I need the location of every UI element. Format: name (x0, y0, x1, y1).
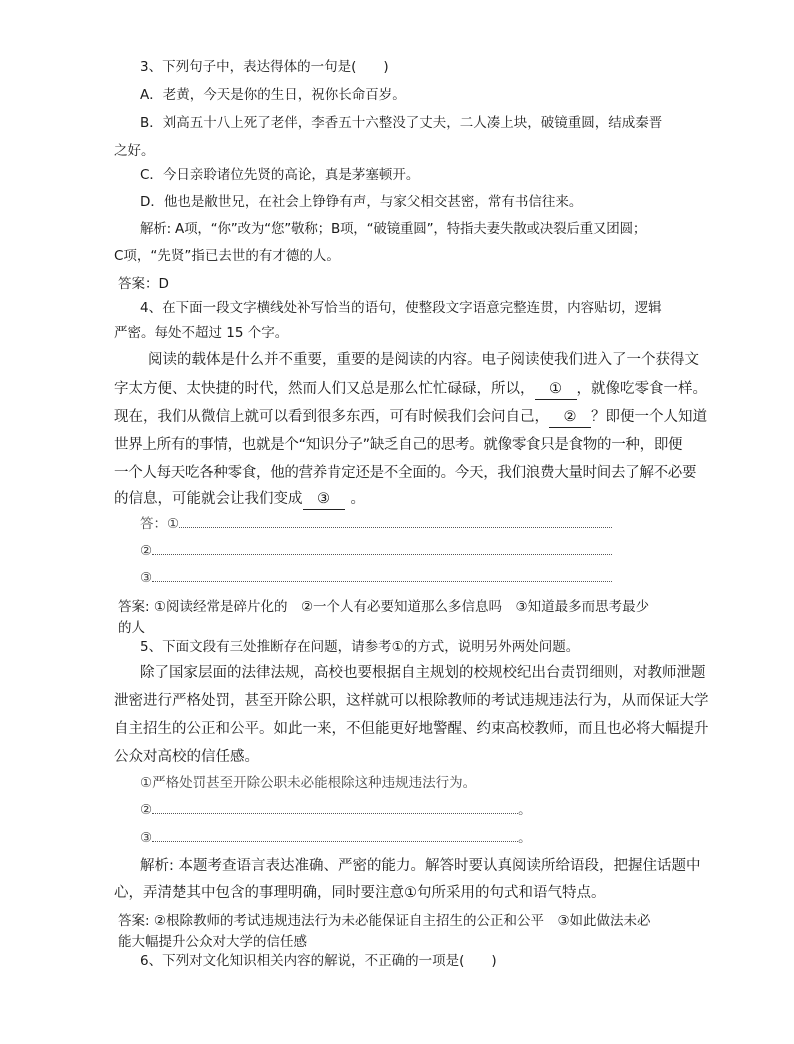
q5-passage-line1: 除了国家层面的法律法规，高校也要根据自主规划的校规校纪出台责罚细则，对教师泄题 (140, 665, 706, 681)
q4-passage-line3-b: ？即便一个人知道 (591, 409, 707, 425)
q5-answer-mark-3: ③ (140, 830, 153, 846)
q4-stem: 4、在下面一段文字横线处补写恰当的语句，使整段文字语意完整连贯，内容贴切，逻辑 (140, 300, 662, 316)
q4-answer: 答案: ①阅读经常是碎片化的 ②一个人有必要知道那么多信息吗 ③知道最多而思考最少 (118, 599, 650, 615)
q4-answer-mark-3: ③ (140, 570, 153, 586)
q5-answer-cont: 能大幅提升公众对大学的信任感 (118, 934, 307, 950)
q4-passage-line2 (114, 379, 707, 400)
q5-passage-line2: 泄密进行严格处罚，甚至开除公职，这样就可以根除教师的考试违规违法行为，从而保证大学 (114, 693, 709, 709)
q4-answer-line-2 (140, 542, 612, 560)
q4-answer-line-3 (140, 569, 612, 587)
q3-option-b-cont: 之好。 (114, 143, 155, 159)
q5-stem: 5、下面文段有三处推断存在问题，请参考①的方式，说明另外两处问题。 (140, 639, 580, 655)
q5-analysis: 解析: 本题考查语言表达准确、严密的能力。解答时要认真阅读所给语段，把握住话题中 (140, 858, 701, 874)
q3-answer: 答案：D (118, 276, 169, 292)
q4-passage-line6-a: 的信息，可能就会让我们变成 (114, 491, 303, 507)
q5-answer-line-2 (140, 801, 532, 819)
q6-stem: 6、下列对文化知识相关内容的解说，不正确的一项是( ) (140, 953, 497, 969)
q3-option-b: B．刘高五十八上死了老伴，李香五十六整没了丈夫，二人凑上块，破镜重圆，结成秦晋 (140, 115, 663, 131)
q4-answer-field-1[interactable] (179, 515, 612, 528)
q4-answer-field-2[interactable] (152, 542, 612, 555)
q4-answer-mark-2: ② (140, 543, 153, 559)
q5-answer-period-3: 。 (518, 830, 532, 846)
q4-passage-line3 (114, 407, 707, 428)
q3-option-d: D．他也是敝世兄，在社会上铮铮有声，与家父相交甚密，常有书信往来。 (140, 194, 583, 210)
q3-option-a: A．老黄，今天是你的生日，祝你长命百岁。 (140, 87, 406, 103)
q4-passage-line3-a: 现在，我们从微信上就可以看到很多东西，可有时候我们会问自己， (114, 409, 549, 425)
q4-blank-2[interactable]: ② (549, 407, 591, 428)
q4-blank-1[interactable]: ① (535, 379, 577, 400)
q4-passage-line1: 阅读的载体是什么并不重要，重要的是阅读的内容。电子阅读使我们进入了一个获得文 (148, 352, 699, 368)
q4-passage-line6 (114, 489, 365, 510)
q3-stem: 3、下列句子中，表达得体的一句是( ) (140, 59, 389, 75)
q5-answer: 答案: ②根除教师的考试违规违法行为未必能保证自主招生的公正和公平 ③如此做法未必 (118, 913, 651, 929)
q5-answer-line-3 (140, 829, 532, 847)
q4-answer-mark-1: ① (167, 516, 180, 532)
q5-answer-field-3[interactable] (152, 829, 518, 842)
q4-passage-line2-b: ，就像吃零食一样。 (576, 381, 707, 397)
q4-passage-line6-b: 。 (350, 491, 365, 507)
q4-passage-line4: 世界上所有的事情，也就是个“知识分子”缺乏自己的思考。就像零食只是食物的一种，即便 (114, 437, 683, 453)
q5-answer-field-2[interactable] (152, 801, 518, 814)
q4-stem-cont: 严密。每处不超过 15 个字。 (114, 325, 289, 341)
q4-answer-cont: 的人 (118, 620, 145, 636)
q5-analysis-cont: 心，弄清楚其中包含的事理明确，同时要注意①句所采用的句式和语气特点。 (114, 885, 606, 901)
q5-passage-line3: 自主招生的公正和公平。如此一来，不但能更好地警醒、约束高校教师，而且也必将大幅提升 (114, 721, 709, 737)
q3-analysis-cont: C项，“先贤”指已去世的有才德的人。 (114, 248, 340, 264)
q3-analysis: 解析: A项，“你”改为“您”敬称；B项，“破镜重圆”，特指夫妻失散或决裂后重又团圆； (140, 221, 647, 237)
q4-answer-prompt: 答： (140, 516, 167, 532)
q5-answer-period-2: 。 (518, 802, 532, 818)
q5-passage-line4: 公众对高校的信任感。 (114, 749, 259, 765)
q4-blank-3[interactable]: ③ (303, 489, 345, 510)
q3-option-c: C．今日亲聆诸位先贤的高论，真是茅塞顿开。 (140, 167, 420, 183)
q4-passage-line2-a: 字太方便、太快捷的时代，然而人们又总是那么忙忙碌碌，所以， (114, 381, 535, 397)
q4-passage-line5: 一个人每天吃各种零食，他的营养肯定还是不全面的。今天，我们浪费大量时间去了解不必要 (114, 465, 697, 481)
q5-example: ①严格处罚甚至开除公职未必能根除这种违规违法行为。 (140, 775, 477, 791)
q4-answer-field-3[interactable] (152, 569, 612, 582)
q5-answer-mark-2: ② (140, 802, 153, 818)
q4-answer-line-1 (140, 515, 612, 533)
